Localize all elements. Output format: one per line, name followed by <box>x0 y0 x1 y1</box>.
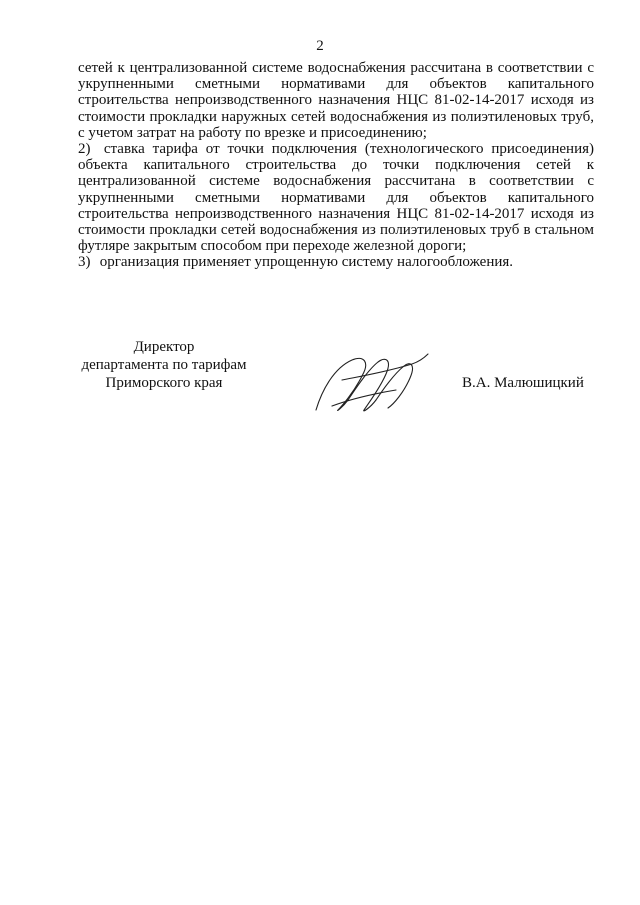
signer-name: В.А. Малюшицкий <box>462 375 584 391</box>
signer-position-line: Приморского края <box>105 375 223 391</box>
signer-position <box>74 338 254 392</box>
list-item <box>78 254 594 270</box>
signer-position-line: Директор <box>133 339 195 355</box>
handwritten-signature <box>312 350 430 416</box>
list-item-text: организация применяет упрощенную систему налогообложения. <box>99 254 514 271</box>
signer-position-line: департамента по тарифам <box>81 357 247 373</box>
list-item <box>78 141 594 254</box>
document-body <box>78 60 594 271</box>
page-number: 2 <box>316 38 324 54</box>
continuation-paragraph: сетей к централизованной системе водоснабжения рассчитана в соответствии с укрупненными сметными нормативами для объектов капитального строительства непроизводственного назначения НЦС 81-02-14-2017 исходя из стоимости прокладки наружных сетей водоснабжения из полиэтиленовых труб, с учетом затрат на работу по врезке и присоединению; <box>78 60 594 141</box>
list-item-number: 3) <box>78 254 91 271</box>
list-item-number: 2) <box>78 141 91 158</box>
list-item-text: ставка тарифа от точки подключения (технологического присоединения) объекта капитального строительства до точки подключения сетей к централизованной системе водоснабжения рассчитана в соответствии с укрупненными сметными нормативами для объектов капитального строительства непроизводственного назначения НЦС 81-02-14-2017 исходя из стоимости прокладки сетей водоснабжения из полиэтиленовых труб в стальном футляре закрытым способом при переходе железной дороги; <box>78 141 595 255</box>
